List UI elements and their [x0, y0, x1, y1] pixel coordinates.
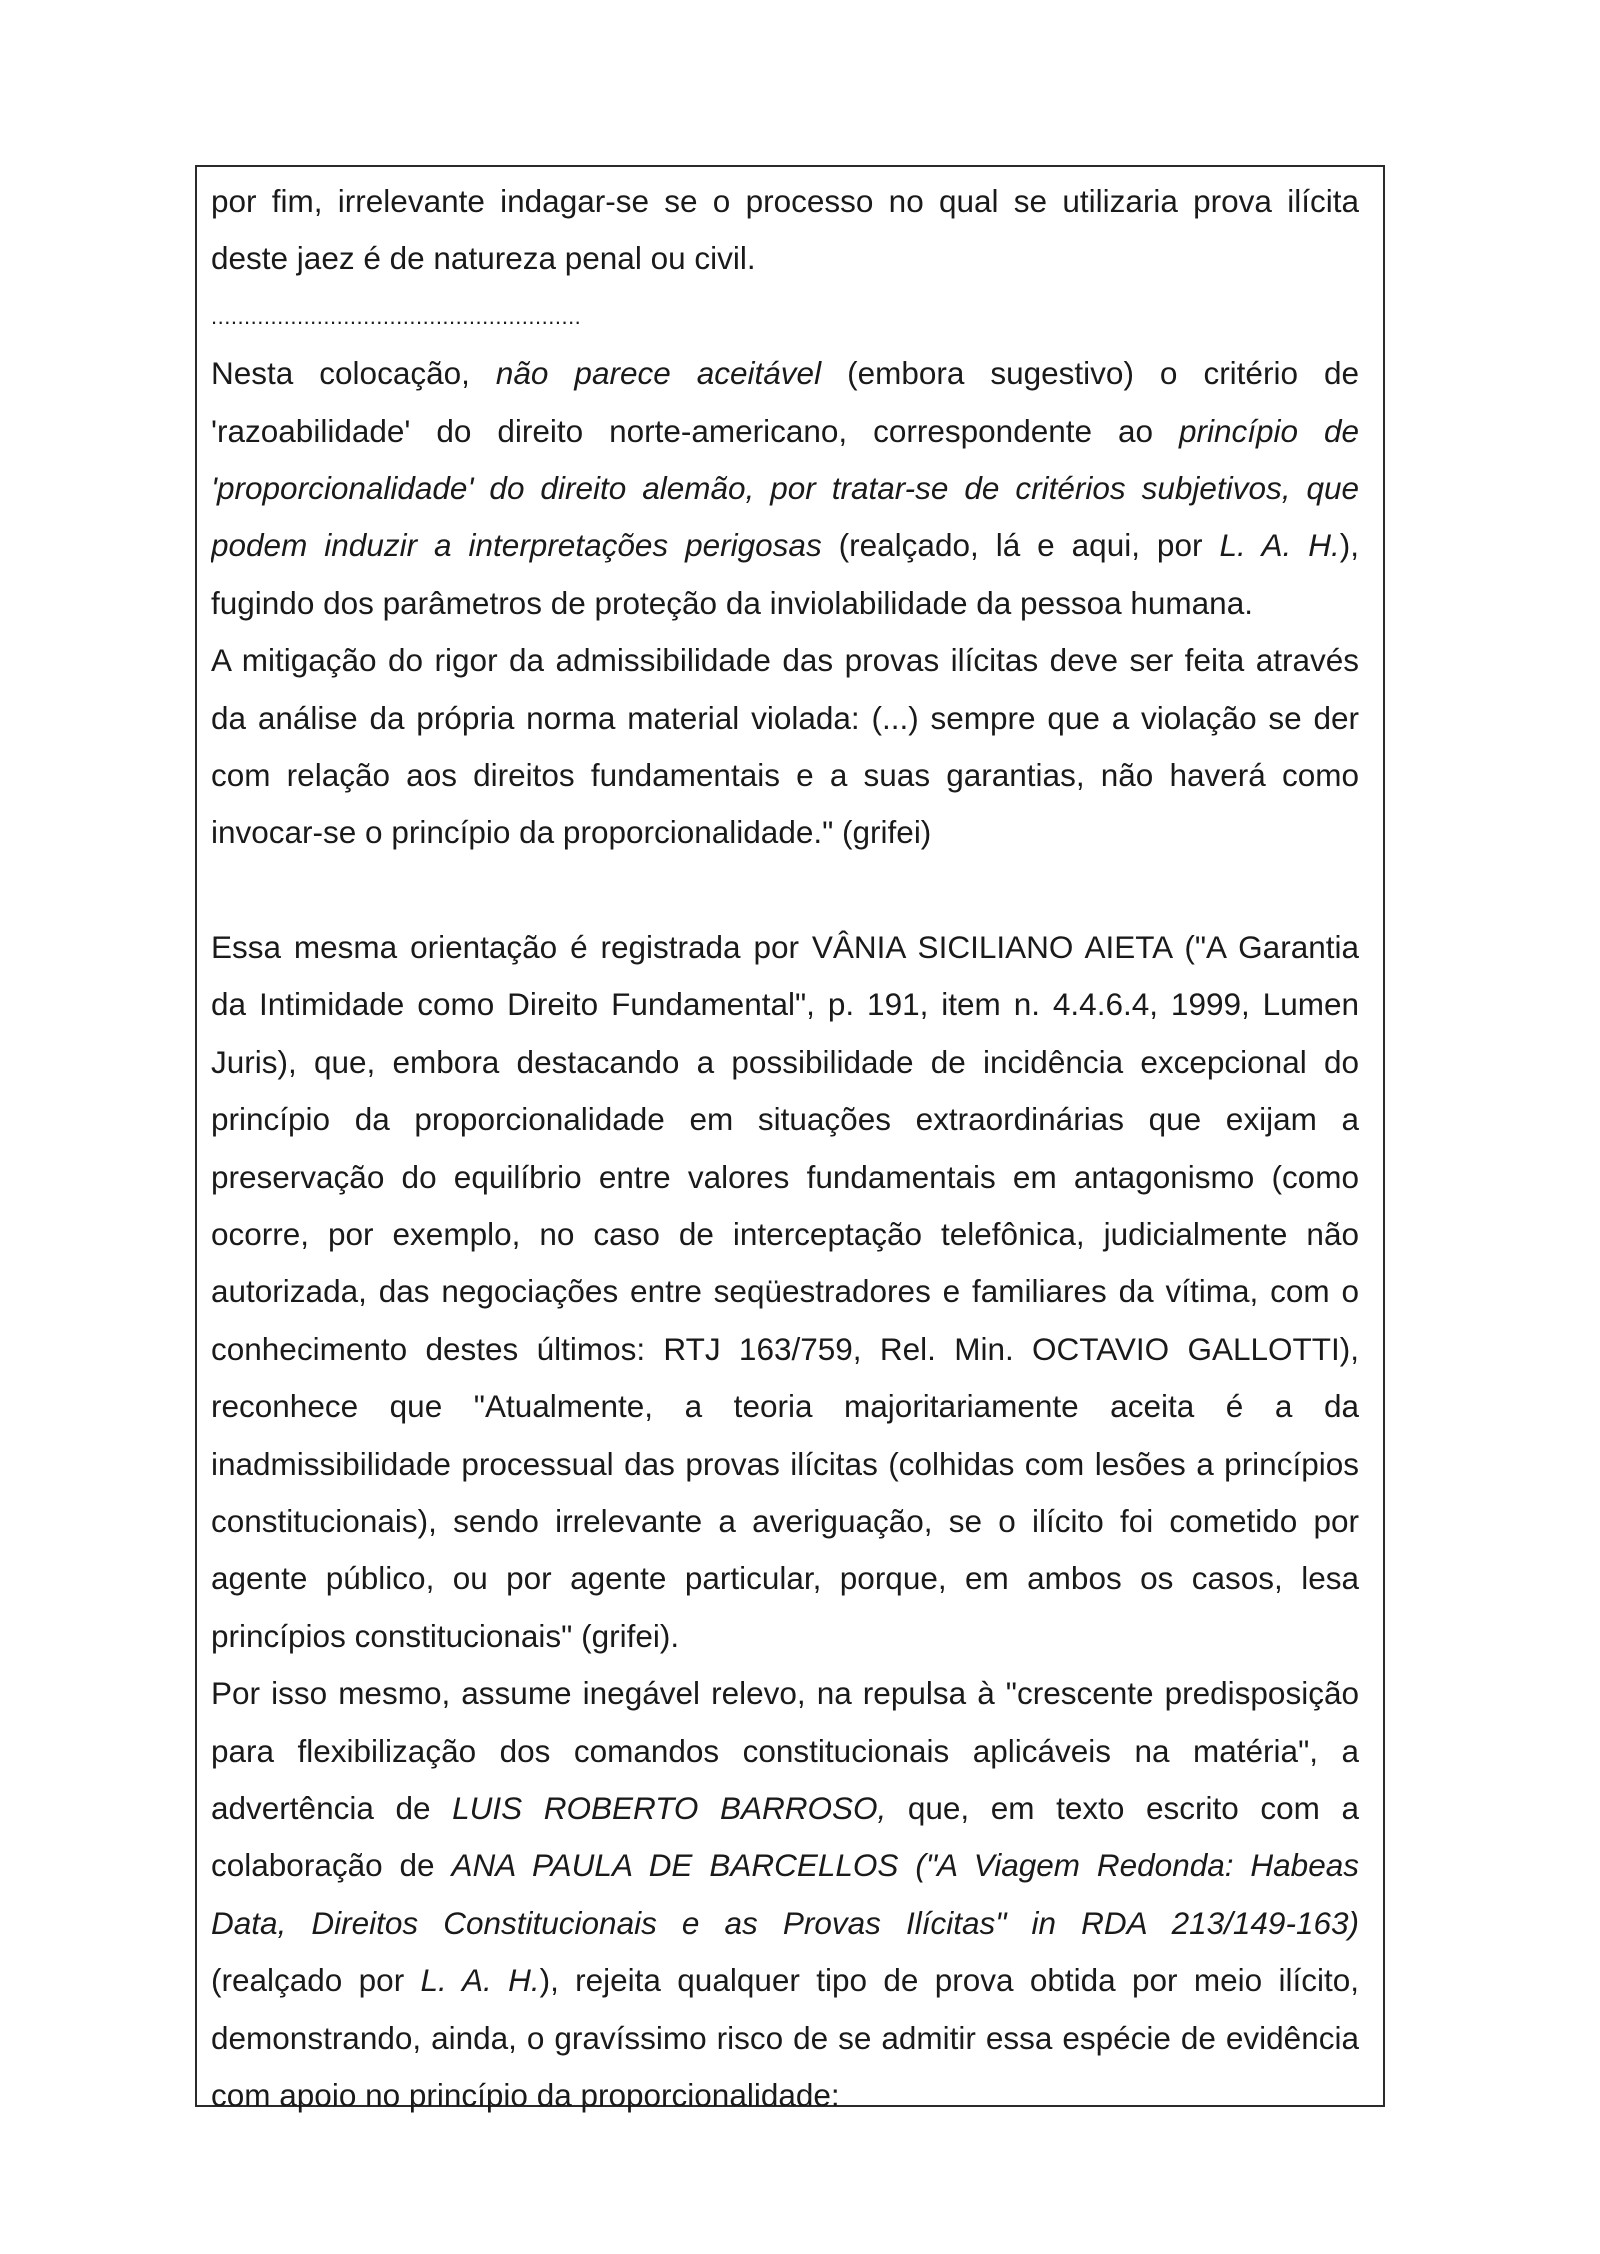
text-segment: inadmissibilidade processual das provas ilícitas (colhidas com lesões a princípios [211, 1445, 1359, 1482]
italic-text: LUIS ROBERTO BARROSO, [452, 1789, 887, 1826]
text-line [211, 1436, 1359, 1493]
text-line [211, 2067, 1359, 2124]
ellipsis-separator: ........................................................ [211, 303, 582, 329]
text-line [211, 1263, 1359, 1320]
italic-text: L. A. H. [1219, 527, 1340, 564]
text-segment: Essa mesma orientação é registrada por VÂNIA SICILIANO AIETA ("A Garantia [211, 929, 1359, 966]
text-segment: agente público, ou por agente particular, porque, em ambos os casos, lesa [211, 1560, 1359, 1597]
text-segment: (realçado por [211, 1962, 421, 1999]
text-line [211, 1493, 1359, 1550]
text-segment: ), rejeita qualquer tipo de prova obtida por meio ilícito, [539, 1962, 1359, 1999]
text-segment: que, em texto escrito com a [886, 1789, 1359, 1826]
text-segment: preservação do equilíbrio entre valores fundamentais em antagonismo (como [211, 1158, 1359, 1195]
text-segment: invocar-se o princípio da proporcionalidade." (grifei) [211, 814, 932, 851]
text-line [211, 976, 1359, 1033]
text-segment: princípio da proporcionalidade em situações extraordinárias que exijam a [211, 1101, 1359, 1138]
text-line [211, 1837, 1359, 1894]
text-line [211, 1321, 1359, 1378]
italic-text: não parece aceitável [495, 355, 822, 392]
italic-text: ANA PAULA DE BARCELLOS ("A Viagem Redonda: Habeas [451, 1847, 1359, 1884]
text-segment: constitucionais), sendo irrelevante a averiguação, se o ilícito foi cometido por [211, 1502, 1359, 1539]
text-segment: ), [1339, 527, 1359, 564]
paragraph-4 [211, 1665, 1359, 2124]
text-line [211, 1665, 1359, 1722]
blank-line [211, 862, 1359, 919]
text-segment: reconhece que "Atualmente, a teoria majoritariamente aceita é a da [211, 1388, 1359, 1425]
text-line [211, 632, 1359, 689]
text-segment: autorizada, das negociações entre seqüestradores e familiares da vítima, com o [211, 1273, 1359, 1310]
text-line [211, 575, 1359, 632]
text-segment: da Intimidade como Direito Fundamental", p. 191, item n. 4.4.6.4, 1999, Lumen [211, 986, 1359, 1023]
text-line [211, 1149, 1359, 1206]
text-line [211, 919, 1359, 976]
text-line [211, 690, 1359, 747]
text-line [211, 747, 1359, 804]
text-segment: da análise da própria norma material violada: (...) sempre que a violação se der [211, 699, 1359, 736]
text-line [211, 1780, 1359, 1837]
text-line [211, 2010, 1359, 2067]
text-line [211, 1723, 1359, 1780]
text-line [211, 517, 1359, 574]
italic-text: Data, Direitos Constitucionais e as Provas Ilícitas" in RDA 213/149-163) [211, 1904, 1359, 1941]
text-line [211, 1895, 1359, 1952]
italic-text: princípio de [1178, 412, 1359, 449]
text-segment: princípios constitucionais" (grifei). [211, 1617, 680, 1654]
text-segment: A mitigação do rigor da admissibilidade das provas ilícitas deve ser feita através [211, 642, 1359, 679]
paragraph-3 [211, 919, 1359, 1665]
text-segment: Nesta colocação, [211, 355, 496, 392]
text-segment: colaboração de [211, 1847, 452, 1884]
text-line [211, 1091, 1359, 1148]
text-segment: ocorre, por exemplo, no caso de interceptação telefônica, judicialmente não [211, 1216, 1359, 1253]
text-segment: (realçado, lá e aqui, por [821, 527, 1220, 564]
paragraph-2 [211, 345, 1359, 862]
italic-text: 'proporcionalidade' do direito alemão, por tratar-se de critérios subjetivos, que [211, 469, 1359, 506]
text-segment: para flexibilização dos comandos constitucionais aplicáveis na matéria", a [211, 1732, 1359, 1769]
text-line [211, 1952, 1359, 2009]
italic-text: L. A. H. [420, 1962, 540, 1999]
italic-text: podem induzir a interpretações perigosas [211, 527, 822, 564]
paragraph-1 [211, 173, 1359, 288]
text-segment: Juris), que, embora destacando a possibilidade de incidência excepcional do [211, 1043, 1359, 1080]
text-line: por fim, irrelevante indagar-se se o processo no qual se utilizaria prova ilícita [211, 183, 1359, 219]
text-line [211, 1206, 1359, 1263]
text-segment: (embora sugestivo) o critério de [821, 355, 1359, 392]
text-segment: conhecimento destes últimos: RTJ 163/759, Rel. Min. OCTAVIO GALLOTTI), [211, 1330, 1359, 1367]
text-line: deste jaez é de natureza penal ou civil. [211, 240, 756, 277]
text-line [211, 1550, 1359, 1607]
text-line [211, 403, 1359, 460]
text-segment: com apoio no princípio da proporcionalidade: [211, 2076, 840, 2113]
text-line [211, 1608, 1359, 1665]
text-segment: advertência de [211, 1789, 453, 1826]
text-segment: 'razoabilidade' do direito norte-americano, correspondente ao [211, 412, 1179, 449]
text-line [211, 460, 1359, 517]
text-frame [195, 165, 1385, 2113]
text-segment: com relação aos direitos fundamentais e a suas garantias, não haverá como [211, 756, 1359, 793]
text-line [211, 1034, 1359, 1091]
text-line [211, 1378, 1359, 1435]
text-segment: demonstrando, ainda, o gravíssimo risco de se admitir essa espécie de evidência [211, 2019, 1359, 2056]
text-segment: Por isso mesmo, assume inegável relevo, na repulsa à "crescente predisposição [211, 1675, 1359, 1712]
text-line [211, 345, 1359, 402]
text-line [211, 804, 1359, 861]
text-segment: fugindo dos parâmetros de proteção da inviolabilidade da pessoa humana. [211, 584, 1253, 621]
